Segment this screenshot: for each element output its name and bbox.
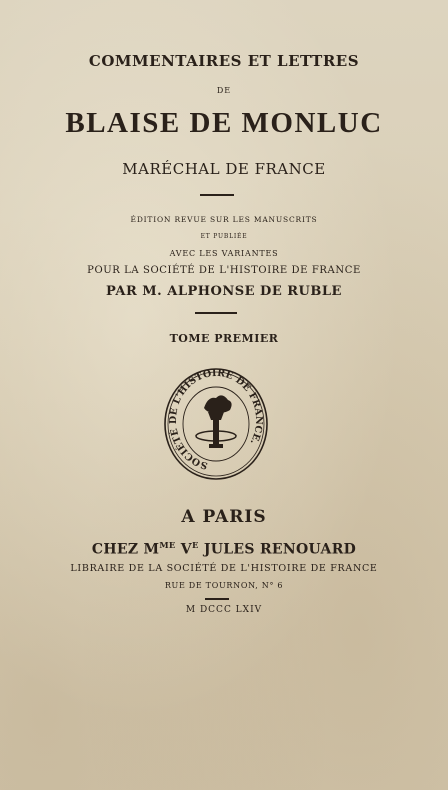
publisher-sup-2: E [191, 540, 199, 550]
publisher-prefix: CHEZ M [91, 541, 160, 558]
edition-line-3: AVEC LES VARIANTES [169, 249, 279, 258]
volume-label: TOME PREMIER [169, 332, 279, 345]
edition-line-1: ÉDITION REVUE SUR LES MANUSCRITS [130, 215, 318, 224]
edition-line-2: ET PUBLIÉE [200, 233, 248, 240]
publisher-address: RUE DE TOURNON, N° 6 [164, 581, 284, 590]
publisher-name: JULES RENOUARD [198, 541, 357, 558]
seal-text: SOCIÉTÉ DE L'HISTOIRE DE FRANCE. [168, 368, 265, 471]
publisher-role: LIBRAIRE DE LA SOCIÉTÉ DE L'HISTOIRE DE FRANCE [70, 563, 378, 574]
society-seal-icon [164, 368, 268, 480]
imprint-city: A PARIS [181, 507, 267, 527]
publisher-sup-1: ME [159, 540, 176, 550]
author-title: MARÉCHAL DE FRANCE [122, 160, 326, 178]
heading-line-2: DE [216, 86, 232, 95]
divider-rule [195, 312, 237, 314]
heading-line-1: COMMENTAIRES ET LETTRES [88, 52, 360, 70]
divider-rule [200, 194, 234, 196]
publisher-line [0, 540, 448, 558]
publication-year: M DCCC LXIV [185, 605, 263, 615]
author-name: BLAISE DE MONLUC [65, 107, 383, 139]
divider-rule [205, 598, 229, 600]
editor-line: PAR M. ALPHONSE DE RUBLE [106, 284, 342, 299]
edition-line-4: POUR LA SOCIÉTÉ DE L'HISTOIRE DE FRANCE [87, 265, 361, 276]
publisher-mid: V [175, 541, 192, 558]
